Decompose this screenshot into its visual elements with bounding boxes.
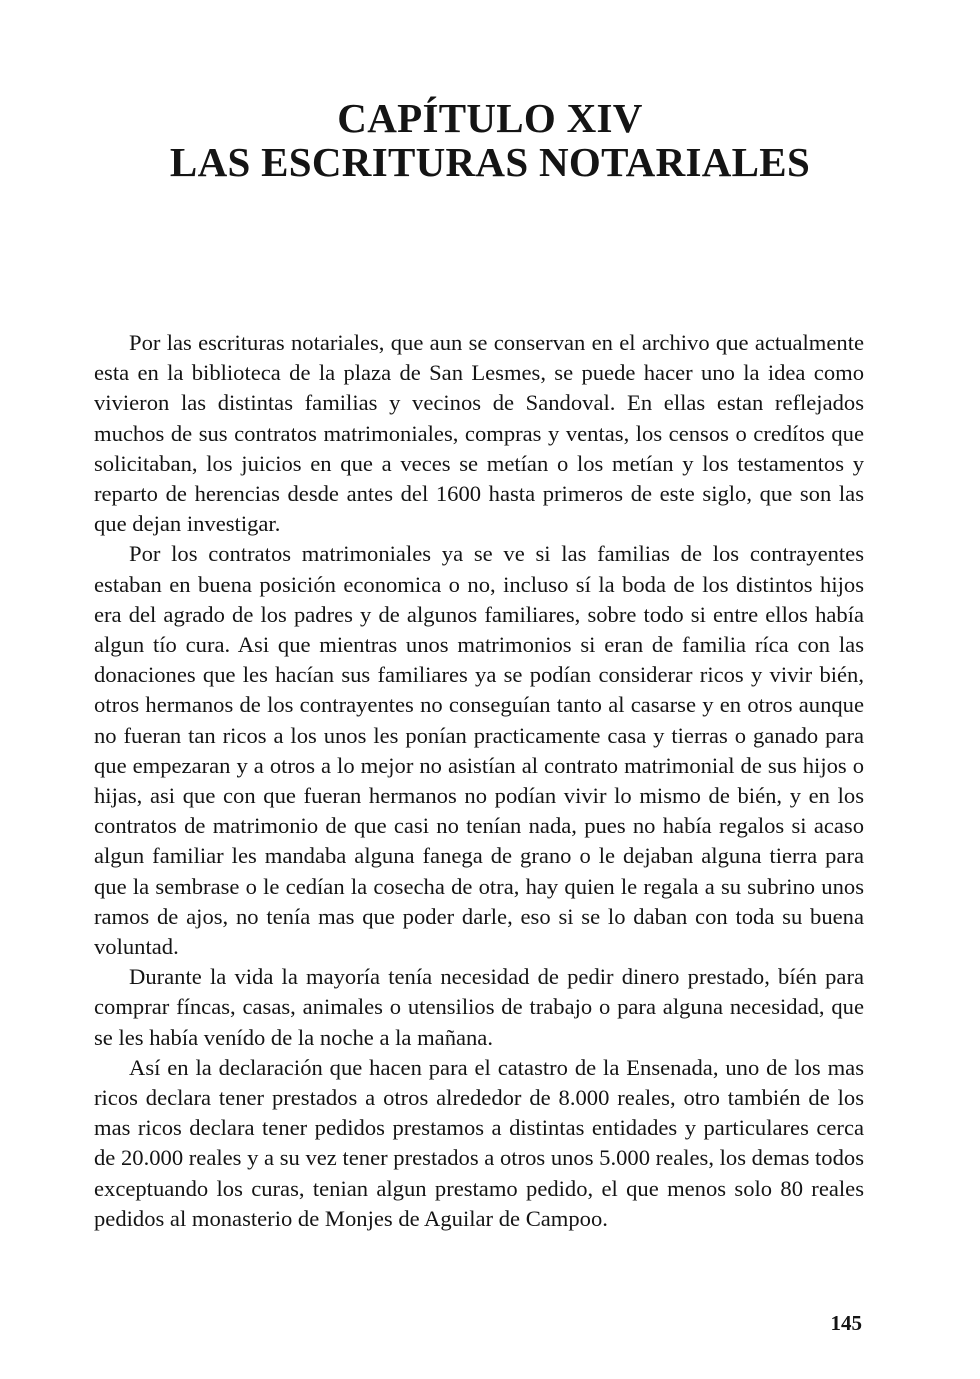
paragraph: Así en la declaración que hacen para el catastro de la Ensenada, uno de los mas ricos declara tener prestados a otros alrededor de 8.000 reales, otro también de los mas ricos declara tener pedidos prestamos a distintas entidades y particulares cerca de 20.000 reales y a su vez tener prestados a otros unos 5.000 reales, los demas todos exceptuando los curas, tenian algun prestamo pedido, el que menos solo 80 reales pedidos al monasterio de Monjes de Aguilar de Campoo. — [94, 1054, 864, 1231]
paragraph: Por los contratos matrimoniales ya se ve si las familias de los contrayentes estaban en buena posición economica o no, incluso sí la boda de los distintos hijos era del agrado de los padres y de algunos familiares, sobre todo si entre ellos había algun tío cura. Asi que mientras unos matrimonios si eran de familia ríca con las donaciones que les hacían sus familiares ya se podían considerar ricos y vivir bién, otros hermanos de los contrayentes no conseguían tanto al casarse y en otros aunque no fueran tan ricos a los unos les ponían practicamente casa y tierras o ganado para que empezaran y a otros a lo mejor no asistían al contrato matrimonial de sus hijos o hijas, asi que con que fueran hermanos no podían vivir lo mismo de bién, y en los contratos de matrimonio de que casi no tenían nada, pues no había regalos si acaso algun familiar les mandaba alguna fanega de grano o le dejaban alguna tierra para que la sembrase o le cedían la cosecha de otra, hay quien le regala a su subrino unos ramos de ajos, no tenía mas que poder darle, eso si se lo daban con toda su buena voluntad. — [94, 541, 864, 960]
chapter-title: LAS ESCRITURAS NOTARIALES — [169, 139, 811, 185]
chapter-number: CAPÍTULO XIV — [337, 95, 643, 141]
paragraph: Durante la vida la mayoría tenía necesidad de pedir dinero prestado, bíén para comprar fíncas, casas, animales o utensilios de trabajo o para alguna necesidad, que se les había venído de la noche a la mañana. — [94, 964, 864, 1050]
paragraph: Por las escrituras notariales, que aun se conservan en el archivo que actualmente esta en la biblioteca de la plaza de San Lesmes, se puede hacer uno la idea como vivieron las distintas familias y vecinos de Sandoval. En ellas estan reflejados muchos de sus contratos matrimoniales, compras y ventas, los censos o credítos que solicitaban, los juicios en que a veces se metían o los metían y los testamentos y reparto de herencias desde antes del 1600 hasta primeros de este siglo, que son las que dejan investigar. — [94, 330, 864, 537]
page-number: 145 — [830, 1311, 862, 1335]
chapter-body — [94, 328, 864, 1234]
